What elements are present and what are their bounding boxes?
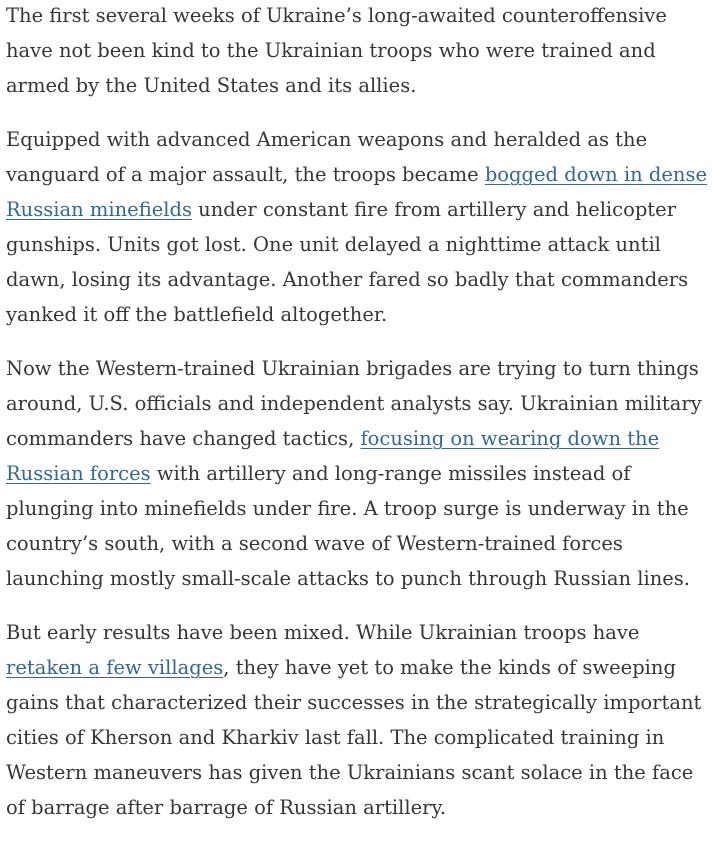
link-retaken-villages[interactable]: retaken a few villages [6, 656, 224, 679]
paragraph-3 [6, 351, 708, 596]
paragraph-3-text-before: Now the Western-trained Ukrainian brigades are trying to turn things around, U.S. officials and independent analysts say. Ukrainian military commanders have changed tactics, [6, 357, 702, 450]
link-wearing-down-russian-forces[interactable]: focusing on wearing down the Russian forces [6, 427, 660, 485]
paragraph-1-text: The first several weeks of Ukraine’s long-awaited counteroffensive have not been kind to the Ukrainian troops who were trained and armed by the United States and its allies. [6, 4, 667, 97]
paragraph-2-text-before: Equipped with advanced American weapons and heralded as the vanguard of a major assault, the troops became [6, 128, 648, 186]
paragraph-3-text-after: with artillery and long-range missiles instead of plunging into minefields under fire. A troop surge is underway in the country’s south, with a second wave of Western-trained forces launching mostly small-scale attacks to punch through Russian lines. [6, 462, 691, 590]
link-bogged-down-minefields[interactable]: bogged down in dense Russian minefields [6, 163, 708, 221]
paragraph-4-text-before: But early results have been mixed. While Ukrainian troops have [6, 621, 640, 644]
paragraph-1 [6, 0, 708, 103]
paragraph-2-text-after: under constant fire from artillery and helicopter gunships. Units got lost. One unit delayed a nighttime attack until dawn, losing its advantage. Another fared so badly that commanders yanked it off the battlefield altogether. [6, 198, 689, 326]
paragraph-4 [6, 615, 708, 825]
paragraph-2 [6, 122, 708, 332]
paragraph-4-text-after: , they have yet to make the kinds of sweeping gains that characterized their successes in the strategically important cities of Kherson and Kharkiv last fall. The complicated training in Western maneuvers has given the Ukrainians scant solace in the face of barrage after barrage of Russian artillery. [6, 656, 702, 819]
